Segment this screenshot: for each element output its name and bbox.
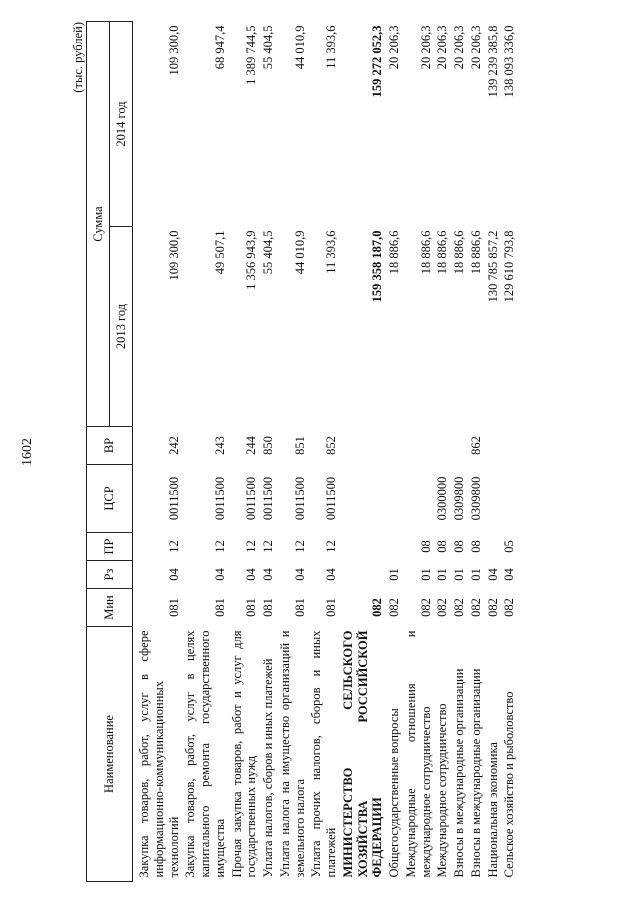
cell-min: 082 bbox=[502, 598, 517, 617]
cell-rz: 04 bbox=[166, 568, 181, 581]
cell-vr bbox=[403, 427, 435, 465]
table-row bbox=[403, 22, 435, 882]
cell-csr: 0011500 bbox=[292, 476, 307, 521]
cell-pr: 08 bbox=[418, 540, 433, 553]
cell-2014: 11 393,6 bbox=[324, 25, 338, 69]
cell-vr bbox=[451, 427, 468, 465]
header-pr: ПР bbox=[87, 533, 133, 561]
cell-2013: 130 785 857,2 bbox=[485, 230, 500, 303]
cell-2013: 55 404,5 bbox=[261, 230, 275, 275]
table-header bbox=[87, 22, 133, 882]
cell-2014: 20 206,3 bbox=[435, 25, 450, 70]
cell-csr bbox=[485, 465, 502, 533]
cell-pr bbox=[386, 533, 403, 561]
table-body bbox=[133, 22, 519, 882]
cell-pr: 12 bbox=[324, 540, 338, 553]
cell-2014: 20 206,3 bbox=[418, 25, 433, 70]
cell-rz: 04 bbox=[324, 568, 338, 581]
cell-2013: 11 393,6 bbox=[324, 230, 338, 274]
cell-2013: 18 886,6 bbox=[452, 230, 466, 275]
cell-min: 082 bbox=[452, 598, 466, 617]
cell-pr: 12 bbox=[166, 540, 181, 553]
rotated-page bbox=[70, 22, 570, 882]
cell-2014: 109 300,0 bbox=[166, 25, 181, 76]
table-row bbox=[308, 22, 340, 882]
cell-2013: 1 356 943,9 bbox=[244, 230, 259, 290]
table-row bbox=[229, 22, 261, 882]
cell-2013: 18 886,6 bbox=[468, 230, 483, 275]
cell-2013: 49 507,1 bbox=[212, 230, 227, 275]
cell-csr bbox=[501, 465, 518, 533]
cell-2014: 55 404,5 bbox=[261, 25, 275, 70]
cell-csr: 0011500 bbox=[244, 476, 259, 521]
header-rz: Рз bbox=[87, 561, 133, 589]
cell-min: 081 bbox=[212, 598, 227, 617]
table-row bbox=[277, 22, 309, 882]
cell-2014: 1 389 744,5 bbox=[244, 25, 259, 85]
cell-vr: 242 bbox=[166, 436, 181, 455]
header-sum: Сумма bbox=[87, 22, 110, 427]
cell-min: 082 bbox=[370, 598, 385, 617]
cell-rz: 04 bbox=[502, 568, 517, 581]
table-row bbox=[182, 22, 228, 882]
cell-2014: 20 206,3 bbox=[452, 25, 466, 70]
cell-pr: 08 bbox=[452, 540, 466, 553]
cell-name: Общегосударственные вопросы bbox=[387, 708, 401, 878]
cell-csr: 0011500 bbox=[261, 476, 275, 521]
table-row bbox=[133, 22, 183, 882]
cell-2013: 18 886,6 bbox=[387, 230, 401, 275]
cell-vr: 850 bbox=[261, 436, 275, 455]
cell-csr: 0309800 bbox=[468, 476, 483, 521]
cell-vr: 243 bbox=[212, 436, 227, 455]
cell-name: Международные отношения и международное сотрудничество bbox=[403, 630, 433, 878]
cell-vr bbox=[485, 427, 502, 465]
cell-csr bbox=[403, 465, 435, 533]
cell-vr bbox=[501, 427, 518, 465]
units-label: (тыс. рублей) bbox=[71, 22, 85, 93]
cell-2014: 138 093 336,0 bbox=[502, 25, 517, 98]
cell-pr bbox=[340, 533, 386, 561]
cell-min: 082 bbox=[435, 598, 450, 617]
header-2013: 2013 год bbox=[110, 227, 133, 427]
cell-name: МИНИСТЕРСТВО СЕЛЬСКОГО ХОЗЯЙСТВА РОССИЙСКОЙ ФЕДЕРАЦИИ bbox=[340, 630, 385, 878]
cell-rz: 01 bbox=[435, 568, 450, 581]
cell-min: 081 bbox=[324, 598, 338, 617]
cell-min: 081 bbox=[261, 598, 275, 617]
cell-pr: 12 bbox=[292, 540, 307, 553]
cell-rz: 04 bbox=[261, 568, 275, 581]
cell-rz: 01 bbox=[387, 568, 401, 581]
cell-csr bbox=[340, 465, 386, 533]
cell-csr: 0309800 bbox=[452, 476, 466, 521]
cell-csr: 0011500 bbox=[166, 476, 181, 521]
cell-2013: 129 610 793,8 bbox=[502, 230, 517, 303]
cell-vr: 862 bbox=[468, 436, 483, 455]
page-number: 1602 bbox=[20, 438, 35, 466]
table-row bbox=[340, 22, 386, 882]
cell-name: Сельское хозяйство и рыболовство bbox=[502, 691, 517, 878]
cell-min: 081 bbox=[244, 598, 259, 617]
header-name: Наименование bbox=[87, 627, 133, 882]
cell-pr: 08 bbox=[435, 540, 450, 553]
cell-vr bbox=[340, 427, 386, 465]
cell-2014: 44 010,9 bbox=[292, 25, 307, 70]
cell-csr: 0011500 bbox=[212, 476, 227, 521]
header-vr: ВР bbox=[87, 427, 133, 465]
cell-2014: 68 947,4 bbox=[212, 25, 227, 70]
cell-name: Уплата налога на имущество организаций и земельного налога bbox=[277, 630, 307, 878]
cell-vr: 851 bbox=[292, 436, 307, 455]
cell-rz: 01 bbox=[418, 568, 433, 581]
header-min: Мин bbox=[87, 589, 133, 627]
table-row bbox=[501, 22, 518, 882]
cell-min: 081 bbox=[292, 598, 307, 617]
cell-2013: 18 886,6 bbox=[418, 230, 433, 275]
cell-rz: 01 bbox=[468, 568, 483, 581]
cell-vr: 244 bbox=[244, 436, 259, 455]
cell-pr: 08 bbox=[468, 540, 483, 553]
table-row bbox=[260, 22, 277, 882]
cell-min: 082 bbox=[485, 598, 500, 617]
cell-pr: 05 bbox=[502, 540, 517, 553]
cell-name: Взносы в международные организации bbox=[468, 668, 483, 878]
table-row bbox=[434, 22, 451, 882]
cell-2014: 20 206,3 bbox=[387, 25, 401, 70]
cell-min: 082 bbox=[387, 598, 401, 617]
cell-name: Уплата прочих налогов, сборов и иных платежей bbox=[309, 630, 338, 878]
cell-2013: 18 886,6 bbox=[435, 230, 450, 275]
cell-rz bbox=[340, 561, 386, 589]
cell-rz: 04 bbox=[212, 568, 227, 581]
cell-pr bbox=[485, 533, 502, 561]
cell-pr: 12 bbox=[244, 540, 259, 553]
cell-name: Закупка товаров, работ, услуг в целях капитального ремонта государственного имущества bbox=[183, 630, 227, 878]
cell-rz: 01 bbox=[452, 568, 466, 581]
cell-vr bbox=[434, 427, 451, 465]
header-csr: ЦСР bbox=[87, 465, 133, 533]
table-row bbox=[468, 22, 485, 882]
cell-min: 082 bbox=[468, 598, 483, 617]
cell-min: 081 bbox=[166, 598, 181, 617]
cell-name: Прочая закупка товаров, работ и услуг для государственных нужд bbox=[229, 630, 259, 878]
cell-vr bbox=[386, 427, 403, 465]
cell-name: Закупка товаров, работ, услуг в сфере информационно-коммуникационных технологий bbox=[137, 630, 181, 878]
cell-min: 082 bbox=[418, 598, 433, 617]
header-2014: 2014 год bbox=[110, 22, 133, 227]
cell-pr: 12 bbox=[212, 540, 227, 553]
cell-rz: 04 bbox=[485, 568, 500, 581]
budget-table bbox=[86, 21, 518, 882]
table-row bbox=[485, 22, 502, 882]
cell-name: Взносы в международные организации bbox=[452, 668, 466, 878]
cell-rz: 04 bbox=[244, 568, 259, 581]
cell-csr: 0300000 bbox=[435, 476, 450, 521]
cell-vr: 852 bbox=[324, 436, 338, 455]
cell-name: Международное сотрудничество bbox=[435, 703, 450, 878]
table-row bbox=[386, 22, 403, 882]
cell-rz: 04 bbox=[292, 568, 307, 581]
cell-2013: 159 358 187,0 bbox=[370, 230, 385, 303]
cell-name: Национальная экономика bbox=[485, 742, 500, 878]
cell-2014: 139 239 385,8 bbox=[485, 25, 500, 98]
cell-2013: 109 300,0 bbox=[166, 230, 181, 281]
cell-2014: 20 206,3 bbox=[468, 25, 483, 70]
cell-pr: 12 bbox=[261, 540, 275, 553]
table-row bbox=[451, 22, 468, 882]
cell-2013: 44 010,9 bbox=[292, 230, 307, 275]
cell-csr bbox=[386, 465, 403, 533]
cell-name: Уплата налогов, сборов и иных платежей bbox=[261, 658, 275, 878]
cell-csr: 0011500 bbox=[324, 476, 338, 521]
cell-2014: 159 272 052,3 bbox=[370, 25, 385, 98]
